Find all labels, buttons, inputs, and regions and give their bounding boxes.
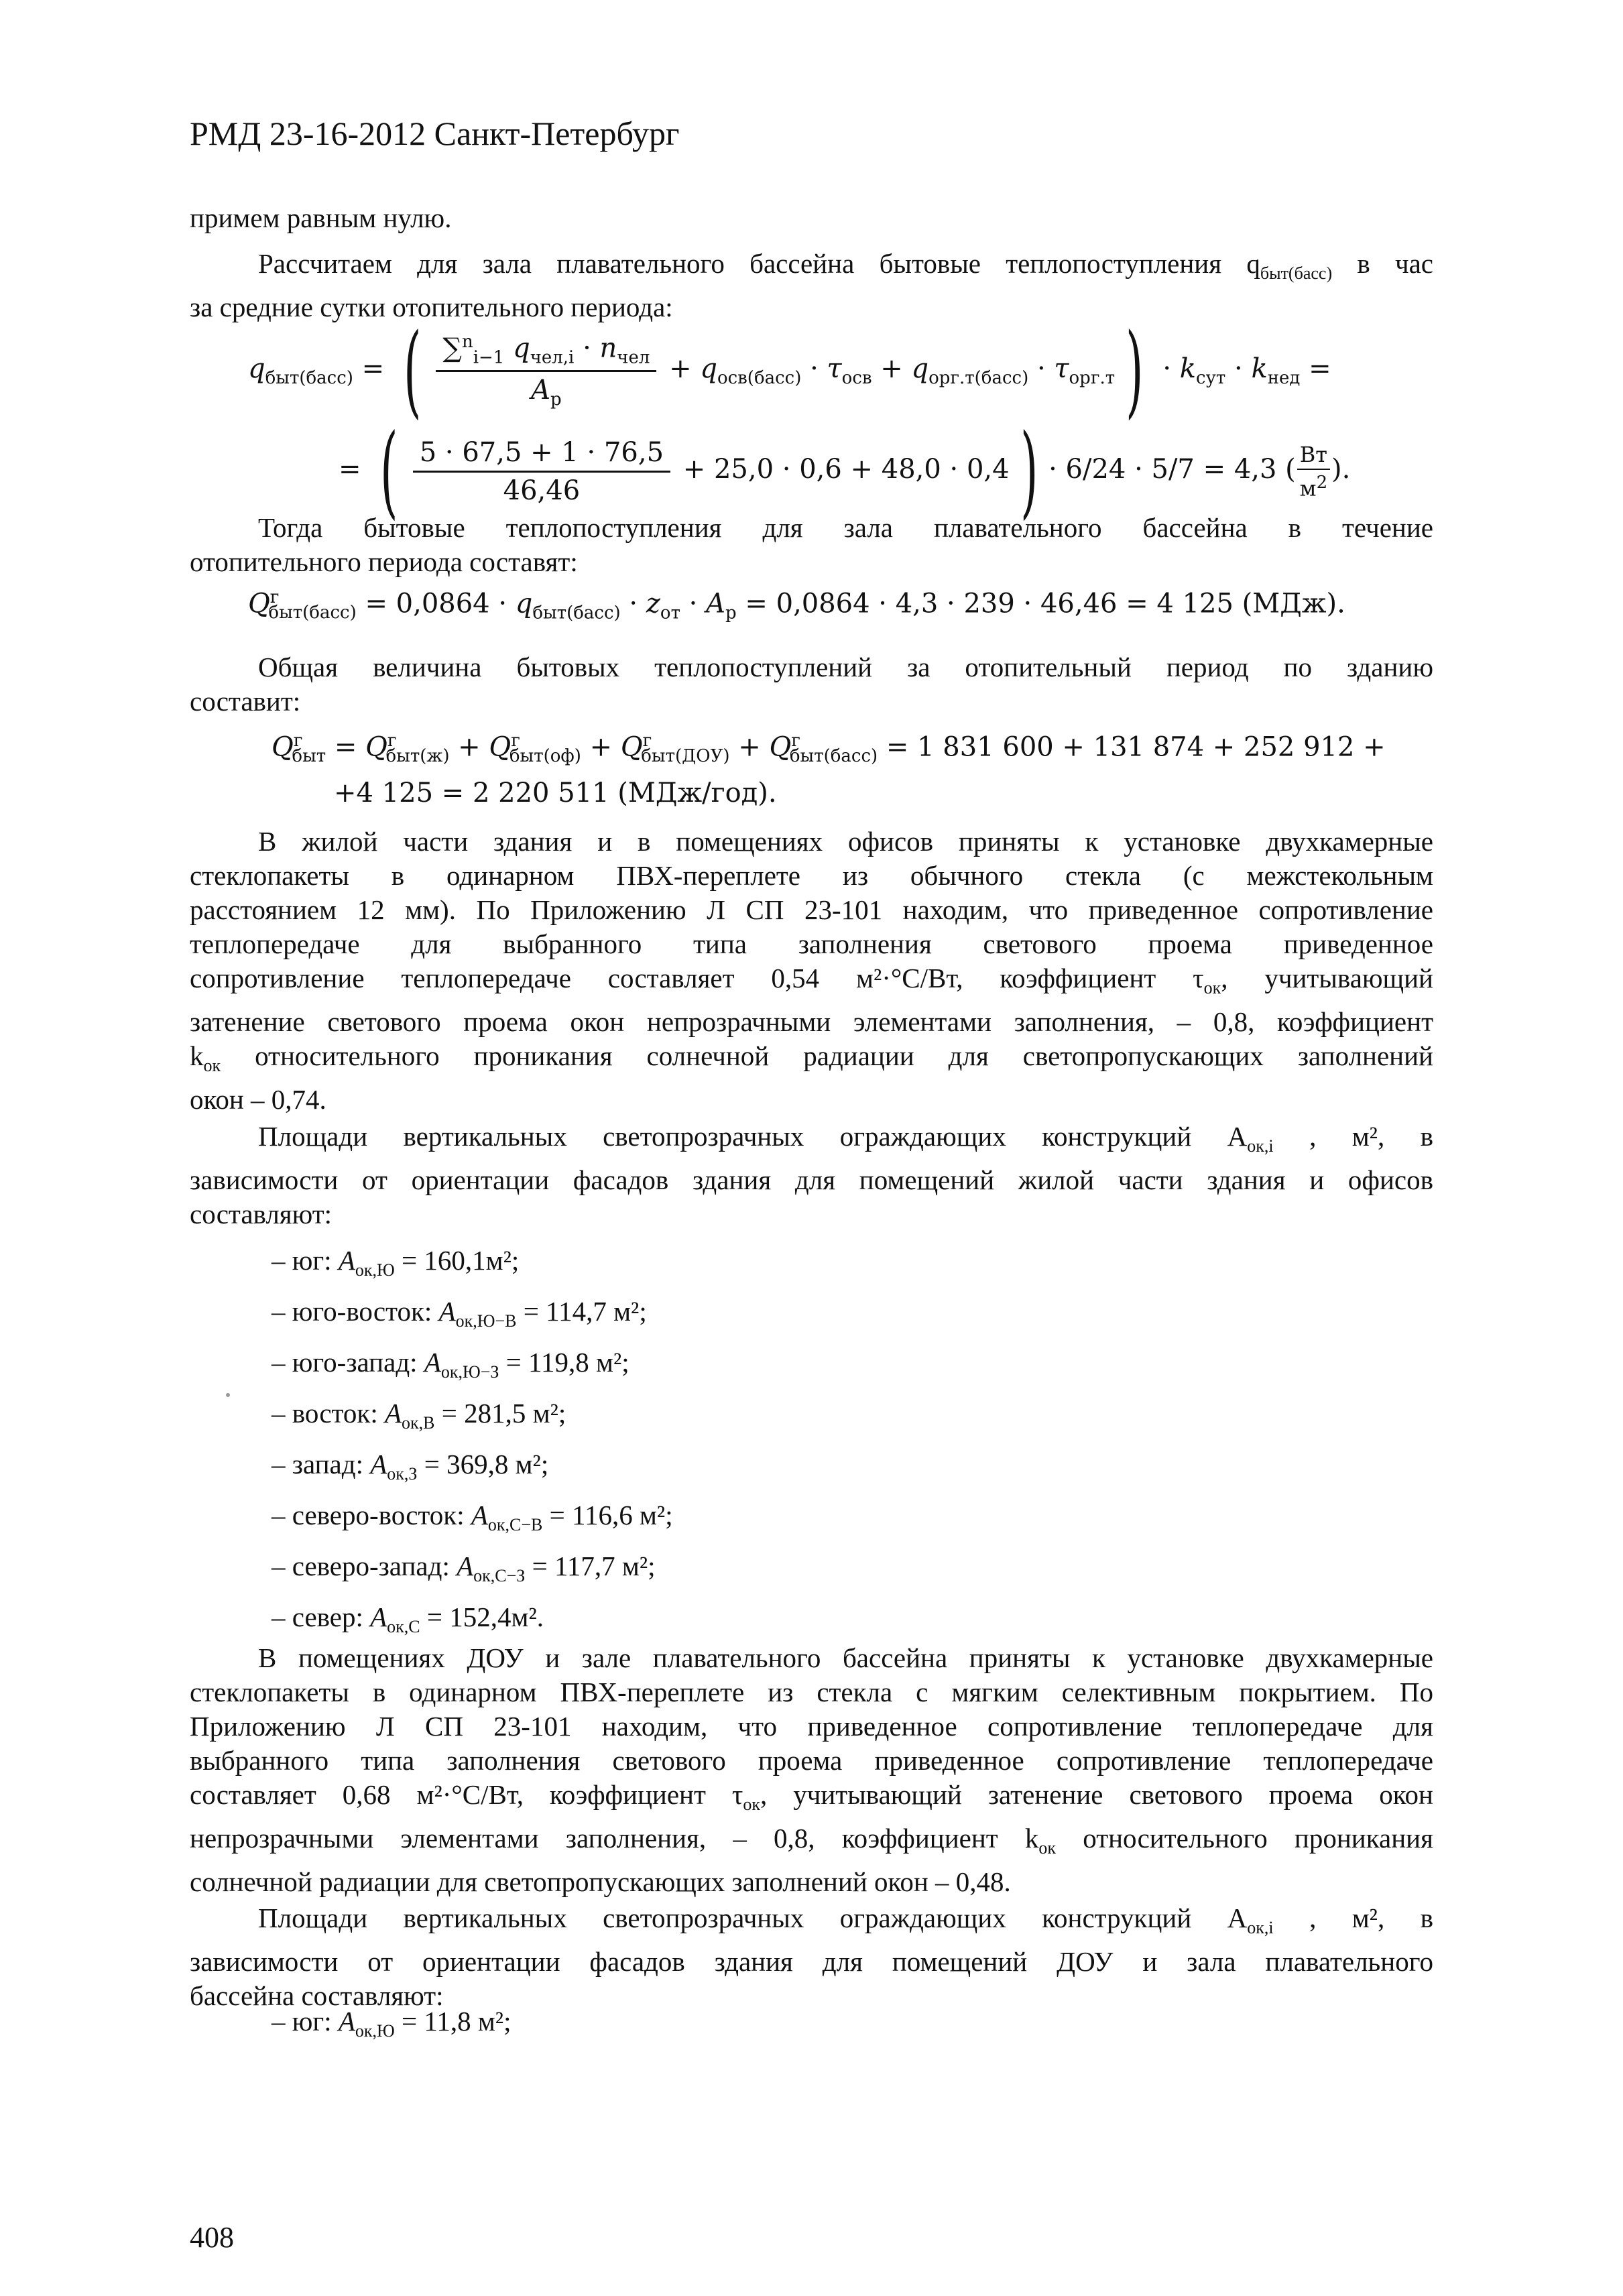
paragraph-6-line-5: составляет 0,68 м²·°С/Вт, коэффициент $\tau_{ок}$, учитывающий затенение светового проема окон xyxy=(190,1779,1433,1815)
paragraph-6-line-7: солнечной радиации для светопропускающих заполнений окон – 0,48. xyxy=(190,1866,1011,1898)
paragraph-4-line-4: теплопередаче для выбранного типа заполнения светового проема приведенное xyxy=(190,928,1433,959)
paragraph-1-line-2: за средние сутки отопительного периода: xyxy=(190,292,673,323)
paragraph-4-line-6: затенение светового проема окон непрозрачными элементами заполнения, – 0,8, коэффициент xyxy=(190,1006,1433,1038)
list-item: – север: $A_{ок,С} = 152,4м^2$. xyxy=(272,1602,544,1637)
paragraph-7-line-1: Площади вертикальных светопрозрачных ограждающих конструкций $A_{ок,i}$ , м², в xyxy=(258,1902,1433,1938)
left-paren-2: ( xyxy=(380,413,398,530)
paragraph-2-line-2: отопительного периода составят: xyxy=(190,546,578,577)
paragraph-4-line-3: расстоянием 12 мм). По Приложению Л СП 23-101 находим, что приведенное сопротивление xyxy=(190,894,1433,925)
paragraph-6-line-2: стеклопакеты в одинарном ПВХ-переплете из стекла с мягким селективным покрытием. По xyxy=(190,1677,1433,1707)
list-item: – юго-восток: $A_{ок,Ю-В} = 114,7$ м²; xyxy=(272,1296,647,1331)
paragraph-1-line-1: Рассчитаем для зала плавательного бассейна бытовые теплопоступления $q_{быт(басс)}$ в час xyxy=(258,248,1433,284)
paragraph-6 xyxy=(190,1641,1433,1899)
paragraph-4-line-2: стеклопакеты в одинарном ПВХ-переплете из обычного стекла (с межстекольным xyxy=(190,860,1433,891)
paragraph-4-line-8: окон – 0,74. xyxy=(190,1084,326,1115)
intro-line: примем равным нулю. xyxy=(190,202,452,233)
paragraph-3 xyxy=(190,650,1433,719)
paragraph-4-line-5: сопротивление теплопередаче составляет 0,54 м²·°С/Вт, коэффициент $\tau_{ок}$, учитывающий xyxy=(190,963,1433,998)
paragraph-2 xyxy=(190,511,1433,579)
page-number: 408 xyxy=(190,2221,234,2254)
running-header: РМД 23-16-2012 Санкт-Петербург xyxy=(190,115,680,152)
list-item: – запад: $A_{ок,З} = 369,8$ м²; xyxy=(272,1449,549,1484)
formula-total-household-heat: $Q^г_{быт} = Q^г_{быт(ж)} + Q^г_{быт(оф)} + Q^г_{быт(ДОУ)} + Q^г_{быт(басс)} = 1$ 831 600 + 131 874 + 252 912 + xyxy=(272,731,1386,767)
paragraph-6-line-6: непрозрачными элементами заполнения, – 0,8, коэффициент $k_{ок}$ относительного проникания xyxy=(190,1823,1433,1858)
paragraph-3-line-1: Общая величина бытовых теплопоступлений за отопительный период по зданию xyxy=(258,652,1433,682)
paragraph-4-line-1: В жилой части здания и в помещениях офисов приняты к установке двухкамерные xyxy=(258,826,1433,857)
fraction-unit: $\frac{Вт}{м^2}$ xyxy=(1297,442,1330,501)
right-paren-2: ) xyxy=(1020,413,1038,530)
paragraph-4-line-7: $k_{ок}$ относительного проникания солнечной радиации для светопропускающих заполнений xyxy=(190,1040,1433,1076)
paragraph-3-line-2: составит: xyxy=(190,686,301,717)
paragraph-1 xyxy=(190,247,1433,324)
paragraph-5 xyxy=(190,1120,1433,1231)
scan-speck xyxy=(226,1393,230,1397)
formula-household-heat-pool: $q_{быт(басс)}$ = ( $\frac{\sum^n_{i-1} q_{чел,i} \cdot n_{чел}}{A_р}$ + $q_{осв(басс)} \cdot \tau_{осв} + q_{орг.т(басс)} \cdot \tau_{орг.т}$ ) · $k_{сут} \cdot k_{нед}$ = xyxy=(248,312,1331,429)
fraction-values: $\frac{5 \cdot 67,5 + 1 \cdot 76,5}{46,46}$ xyxy=(413,437,670,506)
paragraph-7-line-3: бассейна составляют: xyxy=(190,1980,444,2012)
left-paren: ( xyxy=(403,312,422,429)
paragraph-5-line-2: зависимости от ориентации фасадов здания для помещений жилой части здания и офисов xyxy=(190,1164,1433,1196)
list-item: – юго-запад: $A_{ок,Ю-З} = 119,8$ м²; xyxy=(272,1347,629,1382)
list-item: – юг: $A_{ок,Ю} = 160,1м^2$; xyxy=(272,1245,520,1280)
paragraph-6-line-1: В помещениях ДОУ и зале плавательного бассейна приняты к установке двухкамерные xyxy=(258,1642,1433,1673)
paragraph-2-line-1: Тогда бытовые теплопоступления для зала плавательного бассейна в течение xyxy=(258,512,1433,543)
list-item: – северо-запад: $A_{ок,С-З} = 117,7$ м²; xyxy=(272,1551,656,1586)
formula-total-household-heat-line-2: +4 125 = 2 220 511 (МДж/год). xyxy=(334,778,777,808)
list-item: – восток: $A_{ок,В} = 281,5$ м²; xyxy=(272,1398,566,1433)
paragraph-5-line-3: составляют: xyxy=(190,1199,333,1230)
paragraph-4 xyxy=(190,825,1433,1117)
paragraph-6-line-4: выбранного типа заполнения светового проема приведенное сопротивление теплопередаче xyxy=(190,1745,1433,1776)
right-paren: ) xyxy=(1126,312,1144,429)
formula-household-heat-pool-values: = ( $\frac{5 \cdot 67,5 + 1 \cdot 76,5}{46,46}$ + 25,0 · 0,6 + 48,0 · 0,4 ) · 6/24 · 5/7 = 4,3 ( $\frac{Вт}{м^2}$ ). xyxy=(339,413,1351,530)
paragraph-5-line-1: Площади вертикальных светопрозрачных ограждающих конструкций $A_{ок,i}$ , м², в xyxy=(258,1121,1433,1156)
formula-seasonal-heat-pool: $Q^г_{быт(басс)} = 0,0864 \cdot q_{быт(басс)} \cdot z_{от} \cdot A_р = 0,0864 \cdot 4,3 \cdot 239 \cdot 46,46 = 4$ 125 (МДж). xyxy=(248,587,1345,623)
fraction-occupants: $\frac{\sum^n_{i-1} q_{чел,i} \cdot n_{чел}}{A_р}$ xyxy=(436,332,656,410)
paragraph-7-line-2: зависимости от ориентации фасадов здания для помещений ДОУ и зала плавательного xyxy=(190,1946,1433,1978)
list-item: – северо-восток: $A_{ок,С-В} = 116,6$ м²; xyxy=(272,1500,673,1535)
paragraph-6-line-3: Приложению Л СП 23-101 находим, что приведенное сопротивление теплопередаче для xyxy=(190,1711,1433,1742)
list-item: – юг: $A_{ок,Ю} = 11,8$ м²; xyxy=(272,2006,512,2041)
paragraph-7 xyxy=(190,1901,1433,2013)
